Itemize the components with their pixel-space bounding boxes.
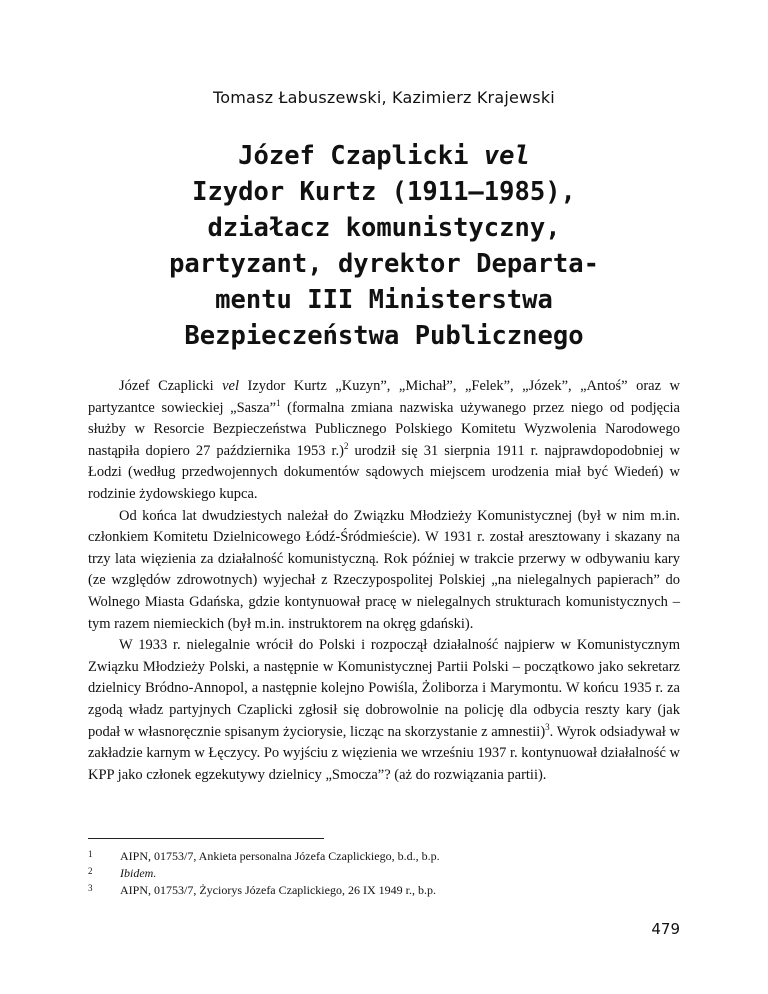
title-line: Bezpieczeństwa Publicznego <box>184 321 584 351</box>
paragraph <box>88 376 680 506</box>
text-run: . Wyrok odsiadywał w zakładzie karnym w Łęczycy. Po wyjściu z więzienia we wrześniu 1937 r. kontynuował działalność w KPP jako członek egzekutywy dzielnicy „Smocza”? (aż do rozwiązania partii). <box>88 723 680 783</box>
footnote-number: 3 <box>88 883 93 893</box>
footnote-ref: 1 <box>276 397 281 408</box>
title-line: działacz komunistyczny, <box>207 213 561 243</box>
footnote-divider <box>88 838 324 839</box>
footnote-number: 2 <box>88 866 93 876</box>
title-line: mentu III Ministerstwa <box>215 285 553 315</box>
footnote-text: AIPN, 01753/7, Życiorys Józefa Czaplickiego, 26 IX 1949 r., b.p. <box>120 883 436 897</box>
title-line: Józef Czaplicki vel <box>238 141 530 171</box>
authors: Tomasz Łabuszewski, Kazimierz Krajewski <box>213 88 555 107</box>
italic-run: vel <box>222 378 240 394</box>
text-run: (formalna zmiana nazwiska używanego przez niego od podjęcia służby w Resorcie Bezpieczeństwa Publicznego Polskiego Komitetu Wyzwolenia Narodowego nastąpiła dopiero 27 października 1953 r.) <box>88 399 680 459</box>
page-number: 479 <box>651 920 680 938</box>
article-title <box>80 138 688 354</box>
title-line: Izydor Kurtz (1911–1985), <box>192 177 576 207</box>
footnote <box>88 882 680 899</box>
footnotes <box>88 848 680 899</box>
title-italic-word: vel <box>483 141 530 171</box>
body-text <box>88 376 680 786</box>
footnote-text: AIPN, 01753/7, Ankieta personalna Józefa Czaplickiego, b.d., b.p. <box>120 849 440 863</box>
paragraph <box>88 635 680 786</box>
text-run: W 1933 r. nielegalnie wrócił do Polski i rozpoczął działalność najpierw w Komunistycznym Związku Młodzieży Polski, a następnie w Komunistycznej Partii Polski – początkowo jako sekretarz dzielnicy Bródno-Annopol, a następnie kolejno Powiśla, Żoliborza i Marymontu. W końcu 1935 r. za zgodą władz partyjnych Czaplicki zgłosił się dobrowolnie na policję dla odbycia reszty kary (jak podał w własnoręcznie spisanym życiorysie, licząc na skorzystanie z amnestii) <box>88 637 680 740</box>
footnote <box>88 865 680 882</box>
title-line: partyzant, dyrektor Departa- <box>169 249 599 279</box>
footnote-ref: 3 <box>545 721 550 732</box>
text-run: Izydor Kurtz „Kuzyn”, „Michał”, „Felek”, „Józek”, „Antoś” oraz w partyzantce sowieckiej „Sasza” <box>88 378 680 416</box>
footnote-text: Ibidem. <box>120 866 157 880</box>
text-run: Józef Czaplicki <box>119 378 223 394</box>
footnote <box>88 848 680 865</box>
footnote-ref: 2 <box>343 440 349 451</box>
paragraph: Od końca lat dwudziestych należał do Związku Młodzieży Komunistycznej (był w nim m.in. członkiem Komitetu Dzielnicowego Łódź-Śródmieście). W 1931 r. został aresztowany i skazany na trzy lata więzienia za działalność komunistyczną. Rok później w trakcie przerwy w odbywaniu kary (ze względów zdrowotnych) wyjechał z Rzeczypospolitej Polskiej „na nielegalnych papierach” do Wolnego Miasta Gdańska, gdzie kontynuował pracę w nielegalnych strukturach komunistycznych – tym razem niemieckich (był m.in. instruktorem na okręg gdański). <box>88 507 680 632</box>
footnote-number: 1 <box>88 849 93 859</box>
text-run: urodził się 31 sierpnia 1911 r. najprawdopodobniej w Łodzi (według przedwojennych dokumentów sądowych miejscem urodzenia miał być Wiedeń) w rodzinie żydowskiego kupca. <box>88 442 680 502</box>
